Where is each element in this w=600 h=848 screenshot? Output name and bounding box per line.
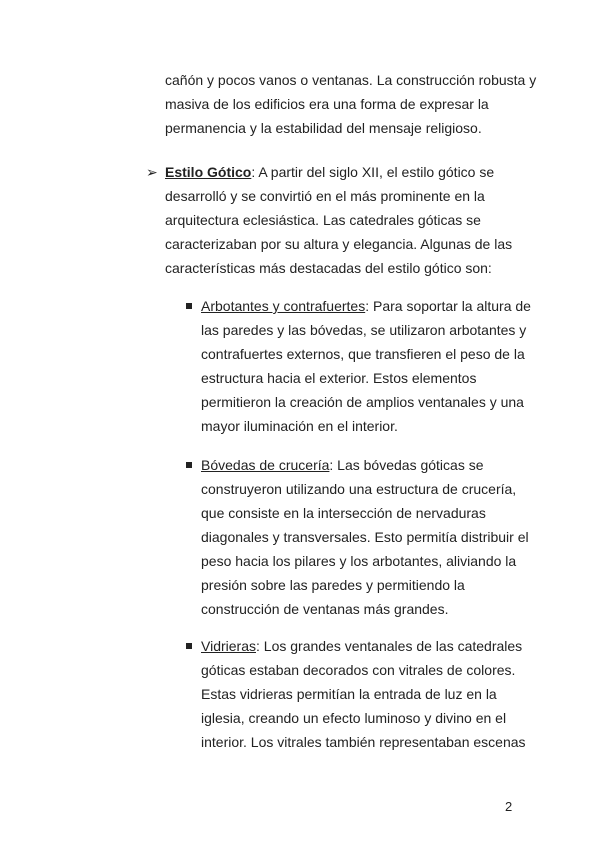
item-line: construyeron utilizando una estructura de crucería, [201, 481, 517, 497]
gothic-style-title: Estilo Gótico [165, 164, 252, 180]
intro-line: cañón y pocos vanos o ventanas. La construcción robusta y [165, 72, 537, 88]
item-term: Vidrieras [201, 638, 256, 654]
arrow-bullet-icon: ➢ [146, 164, 158, 180]
gothic-first-line-rest: : A partir del siglo XII, el estilo gótico se [251, 164, 495, 180]
gothic-line: caracterizaban por su altura y elegancia. Algunas de las [165, 236, 513, 252]
gothic-first-line [165, 163, 494, 181]
gothic-line: desarrolló y se convirtió en el más prominente en la [165, 188, 485, 204]
item-line: Estas vidrieras permitían la entrada de luz en la [201, 686, 497, 702]
item-line: que consiste en la intersección de nervaduras [201, 505, 486, 521]
item-line: presión sobre las paredes y permitiendo la [201, 577, 465, 593]
item-first-line-rest: : Para soportar la altura de [365, 298, 531, 314]
item-line: diagonales y transversales. Esto permitía distribuir el [201, 529, 529, 545]
item-line: contrafuertes externos, que transfieren el peso de la [201, 346, 525, 362]
square-bullet-icon [186, 462, 192, 468]
item-line: las paredes y las bóvedas, se utilizaron arbotantes y [201, 322, 527, 338]
square-bullet-icon [186, 643, 192, 649]
item-line: interior. Los vitrales también representaban escenas [201, 734, 526, 750]
intro-line: permanencia y la estabilidad del mensaje religioso. [165, 120, 482, 136]
item-line: iglesia, creando un efecto luminoso y divino en el [201, 710, 507, 726]
item-first-line [201, 297, 531, 315]
gothic-line: arquitectura eclesiástica. Las catedrales góticas se [165, 212, 481, 228]
item-first-line-rest: : Las bóvedas góticas se [329, 457, 484, 473]
item-term: Arbotantes y contrafuertes [201, 298, 366, 314]
item-line: permitieron la creación de amplios ventanales y una [201, 394, 524, 410]
item-line: mayor iluminación en el interior. [201, 418, 398, 434]
page-number: 2 [505, 799, 513, 814]
item-first-line-rest: : Los grandes ventanales de las catedrales [256, 638, 523, 654]
item-line: estructura hacia el exterior. Estos elementos [201, 370, 477, 386]
intro-line: masiva de los edificios era una forma de expresar la [165, 96, 489, 112]
item-first-line [201, 456, 484, 474]
item-line: construcción de ventanas más grandes. [201, 601, 449, 617]
item-term: Bóvedas de crucería [201, 457, 330, 473]
gothic-line: características más destacadas del estilo gótico son: [165, 260, 492, 276]
item-first-line [201, 637, 522, 655]
square-bullet-icon [186, 303, 192, 309]
item-line: góticas estaban decorados con vitrales de colores. [201, 662, 516, 678]
item-line: peso hacia los pilares y los arbotantes, aliviando la [201, 553, 517, 569]
